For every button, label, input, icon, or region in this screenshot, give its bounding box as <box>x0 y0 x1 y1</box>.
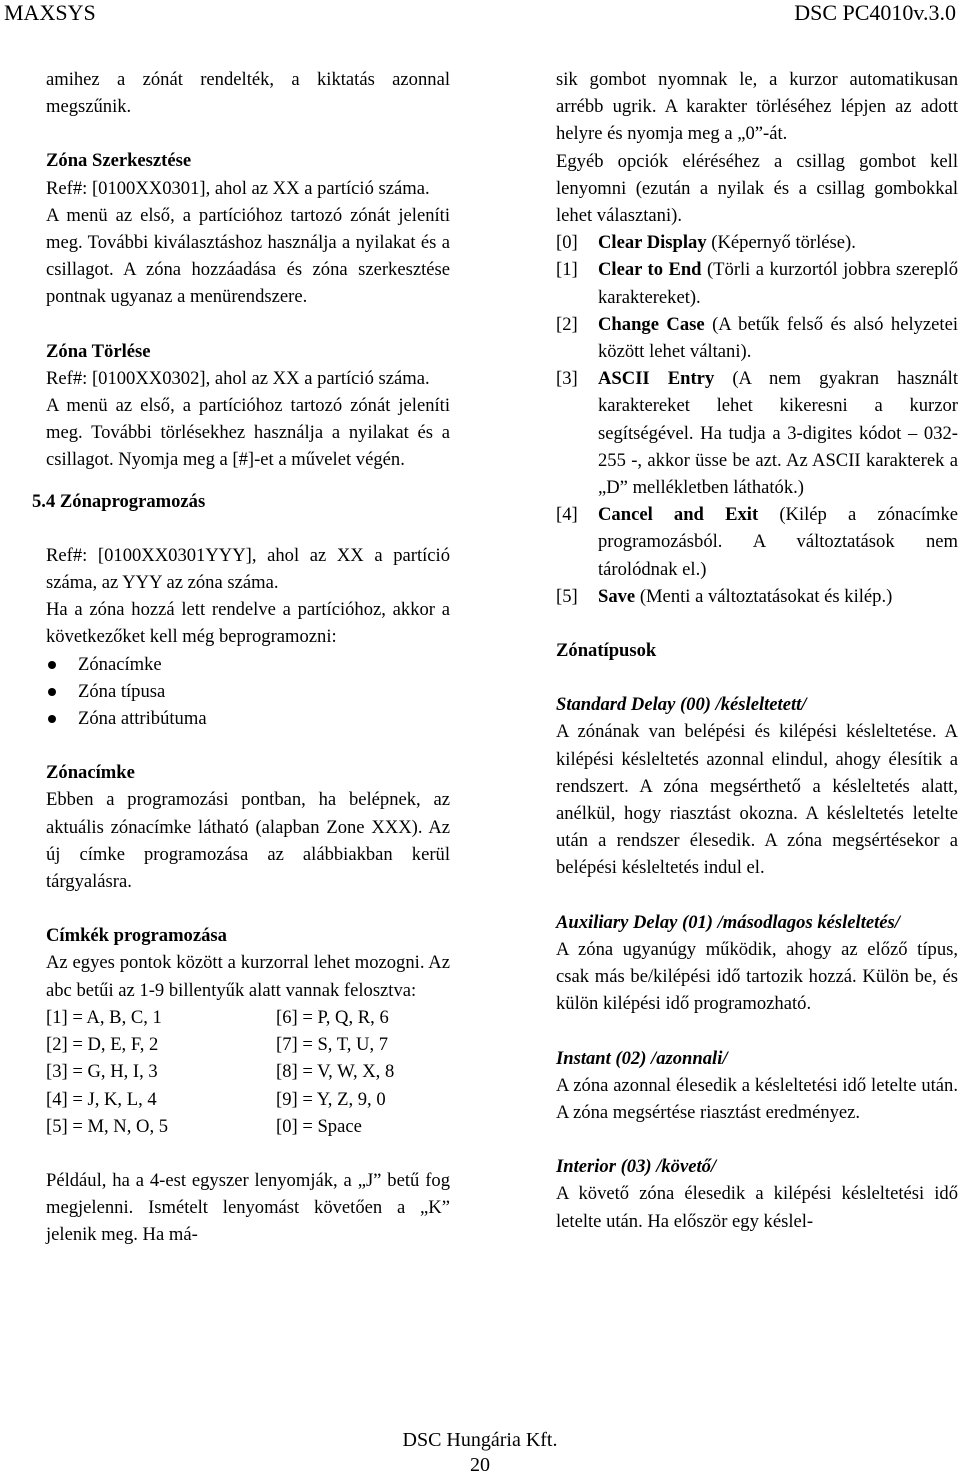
key-row <box>46 1058 450 1085</box>
option-desc: (Kilép a zónacímke programozásból. A változtatások nem tárolódnak el.) <box>598 504 958 580</box>
option-item <box>556 365 958 501</box>
section-title: 5.4 Zónaprogramozás <box>32 490 206 512</box>
other-options-text: Egyéb opciók eléréséhez a csillag gombot kell lenyomni (ezután a nyilak és a csillag gombokkal lehet választani). <box>556 150 958 227</box>
option-item <box>556 229 958 256</box>
zone-delete-heading: Zóna Törlése <box>46 340 151 362</box>
zone-edit-text: A menü az első, a partícióhoz tartozó zónát jeleníti meg. További kiválasztáshoz használja a nyilakat és a csillagot. A zóna hozzáadása és zóna szerkesztése pontnak ugyanaz a menürendszere. <box>46 204 450 308</box>
key-cell: [6] = P, Q, R, 6 <box>276 1006 389 1028</box>
key-row <box>46 1113 450 1140</box>
option-name: ASCII Entry <box>598 368 715 390</box>
option-desc: (Menti a változtatásokat és kilép.) <box>635 585 893 607</box>
zone-label-text: Ebben a programozási pontban, ha belépnek, az aktuális zónacímke látható (alapban Zone XXX). Az új címke programozása az alábbiakban kerül tárgyalásra. <box>46 789 450 893</box>
key-cell: [3] = G, H, I, 3 <box>46 1061 158 1083</box>
zone-type-text: A zóna ugyanúgy működik, ahogy az előző típus, csak más be/kilépési idő tartozik hozzá. Külön be, és külön kilépési idő programozható. <box>556 938 958 1015</box>
option-number: [5] <box>556 585 578 607</box>
option-number: [3] <box>556 368 578 390</box>
zone-edit-heading: Zóna Szerkesztése <box>46 150 192 172</box>
intro-text: amihez a zónát rendelték, a kiktatás azonnal megszűnik. <box>46 69 450 118</box>
zone-label-heading: Zónacímke <box>46 762 135 784</box>
zone-delete-text: A menü az első, a partícióhoz tartozó zónát jeleníti meg. További törlésekhez használja a nyilakat és a csillagot. Nyomja meg a [#]-et a művelet végén. <box>46 395 450 471</box>
bullet-item: Zóna típusa <box>46 678 450 705</box>
zone-type-title: Interior (03) /követő/ <box>556 1156 717 1178</box>
zone-type-title: Standard Delay (00) /késleltetett/ <box>556 694 807 716</box>
footer-company: DSC Hungária Kft. <box>402 1429 558 1451</box>
option-name: Change Case <box>598 313 705 335</box>
key-cell: [1] = A, B, C, 1 <box>46 1006 162 1028</box>
left-column <box>32 66 450 1249</box>
page-number: 20 <box>470 1454 490 1476</box>
zone-delete-ref: Ref#: [0100XX0302], ahol az XX a partíció száma. <box>46 367 430 389</box>
option-number: [2] <box>556 313 578 335</box>
zone-type-text: A követő zóna élesedik a kilépési késleltetési idő letelte után. Ha először egy késlel- <box>556 1183 958 1232</box>
option-number: [0] <box>556 232 578 254</box>
key-row <box>46 1004 450 1031</box>
continuation-text: sik gombot nyomnak le, a kurzor automatikusan arrébb ugrik. A karakter törléséhez lépjen az adott helyre és nyomja meg a „0”-át. <box>556 69 958 145</box>
right-column <box>556 66 958 1235</box>
zone-edit-ref: Ref#: [0100XX0301], ahol az XX a partíció száma. <box>46 177 430 199</box>
key-table <box>46 1004 450 1140</box>
section-text: Ha a zóna hozzá lett rendelve a partícióhoz, akkor a következőket kell még beprogramozni: <box>46 599 450 648</box>
option-desc: (A nem gyakran használt karaktereket lehet kikeresni a kurzor segítségével. Ha tudja a 3-digites kódot – 032-255 -, akkor üsse be azt. Az ASCII karakterek a „D” mellékletben láthatók.) <box>598 368 958 499</box>
zone-type-text: A zóna azonnal élesedik a késleltetési idő letelte után. A zóna megsértése riasztást eredményez. <box>556 1074 958 1123</box>
option-number: [4] <box>556 504 578 526</box>
option-item <box>556 501 958 583</box>
option-desc: (Képernyő törlése). <box>706 232 856 254</box>
label-programming-text: Az egyes pontok között a kurzorral lehet mozogni. Az abc betűi az 1-9 billentyűk alatt vannak felosztva: <box>46 952 450 1001</box>
key-row <box>46 1086 450 1113</box>
header-right: DSC PC4010v.3.0 <box>794 0 956 25</box>
option-name: Cancel and Exit <box>598 504 759 526</box>
zone-type-title: Instant (02) /azonnali/ <box>556 1047 728 1069</box>
option-name: Clear to End <box>598 259 702 281</box>
bullet-item: Zónacímke <box>46 651 450 678</box>
key-cell: [4] = J, K, L, 4 <box>46 1088 157 1110</box>
option-name: Save <box>598 585 636 607</box>
option-number: [1] <box>556 259 578 281</box>
key-cell: [0] = Space <box>276 1115 362 1137</box>
zone-types-heading: Zónatípusok <box>556 640 657 662</box>
example-text: Például, ha a 4-est egyszer lenyomják, a „J” betű fog megjelenni. Ismételt lenyomást követően a „K” jelenik meg. Ha má- <box>46 1169 450 1246</box>
key-row <box>46 1031 450 1058</box>
zone-type-text: A zónának van belépési és kilépési késleltetése. A kilépési késleltetés azonnal elindul, ahogy élesítik a rendszert. A zóna megsérthető a késleltetés alatt, anélkül, hogy riasztást okozna. A késleltetés letelte után a rendszer élesedik. A zóna megsértésekor a belépési késleltetés indul el. <box>556 721 958 879</box>
option-item <box>556 583 958 610</box>
option-name: Clear Display <box>598 232 707 254</box>
key-cell: [5] = M, N, O, 5 <box>46 1115 169 1137</box>
bullet-item: Zóna attribútuma <box>46 705 450 732</box>
option-item <box>556 256 958 310</box>
key-cell: [8] = V, W, X, 8 <box>276 1061 395 1083</box>
key-cell: [7] = S, T, U, 7 <box>276 1034 389 1056</box>
option-desc: (Törli a kurzortól jobbra szereplő karaktereket). <box>598 259 958 308</box>
key-cell: [2] = D, E, F, 2 <box>46 1034 159 1056</box>
label-programming-heading: Címkék programozása <box>46 925 227 947</box>
option-item <box>556 311 958 365</box>
header-left: MAXSYS <box>4 0 96 25</box>
zone-type-title: Auxiliary Delay (01) /másodlagos késleltetés/ <box>556 911 900 933</box>
option-desc: (A betűk felső és alsó helyzetei között lehet váltani). <box>598 313 958 363</box>
key-cell: [9] = Y, Z, 9, 0 <box>276 1088 386 1110</box>
section-ref: Ref#: [0100XX0301YYY], ahol az XX a partíció száma, az YYY az zóna száma. <box>46 544 450 594</box>
